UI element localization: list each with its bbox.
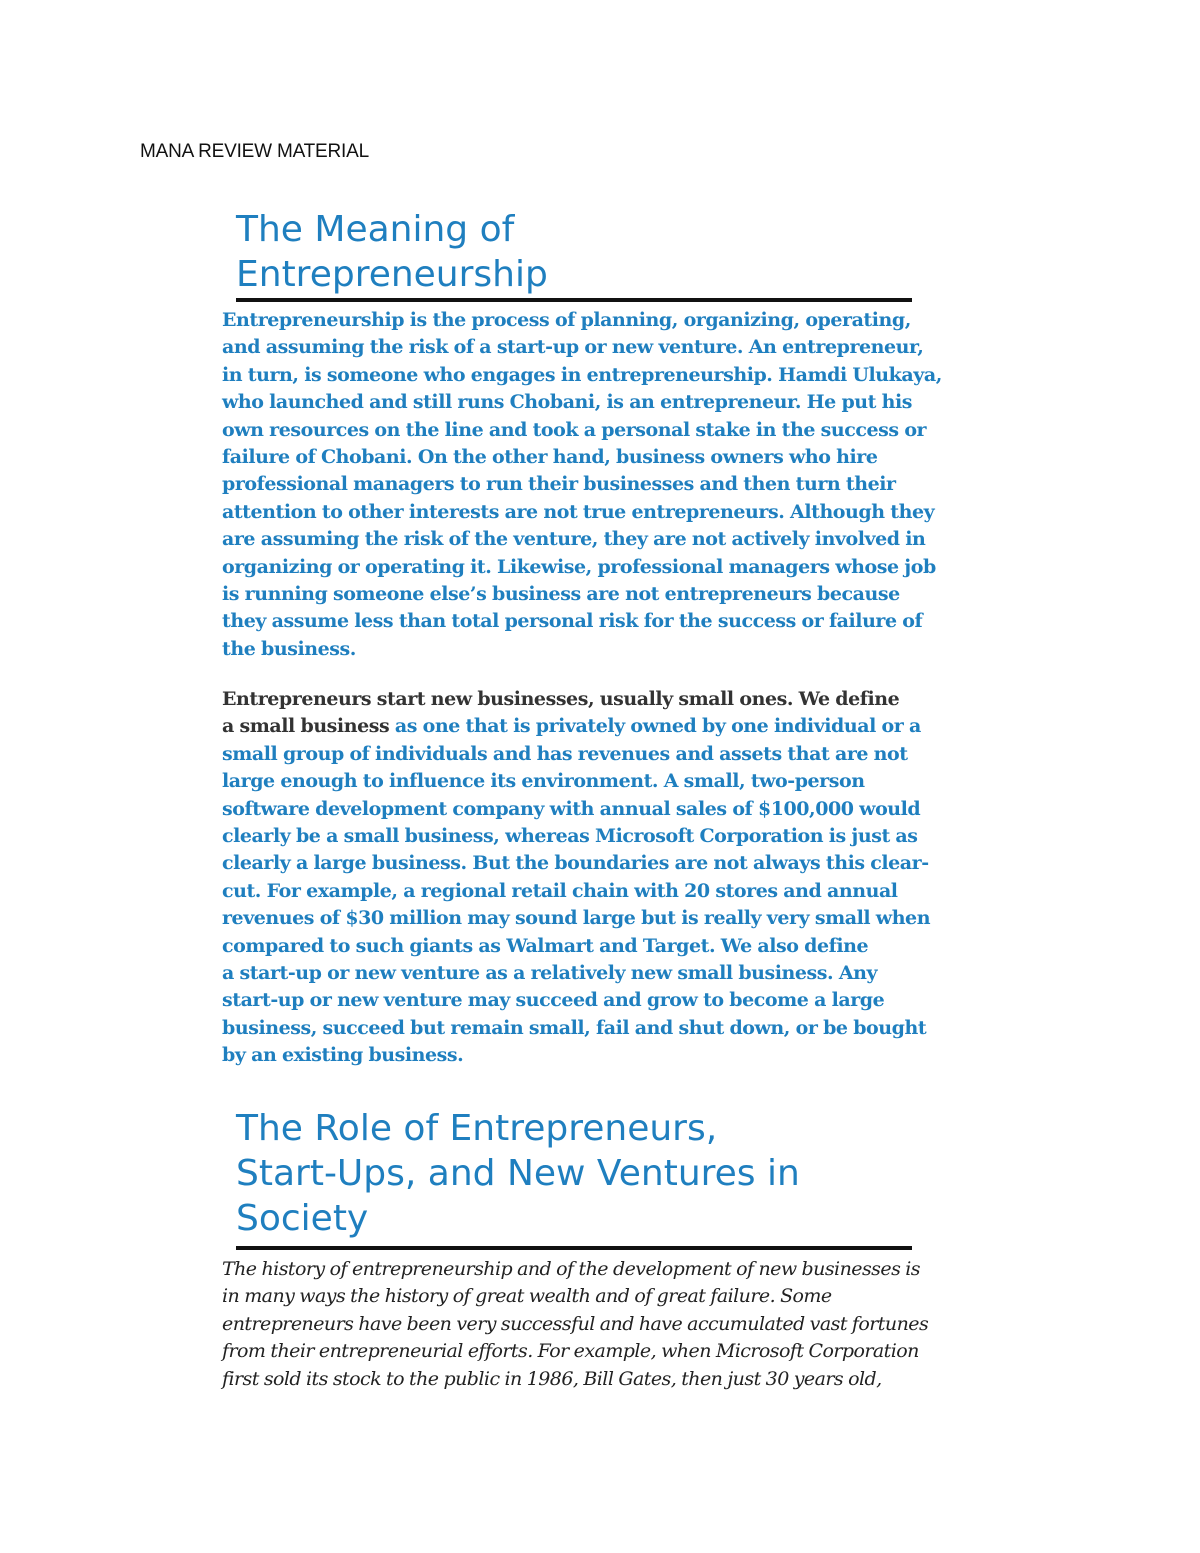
paragraph-line: a start-up or new venture as a relatively new small business. Any	[222, 962, 878, 985]
paragraph-line: attention to other interests are not true entrepreneurs. Although they	[222, 500, 935, 523]
heading-underline	[236, 298, 912, 302]
paragraph-line: small group of individuals and has revenues and assets that are not	[222, 742, 908, 765]
paragraph-line: are assuming the risk of the venture, they are not actively involved in	[222, 528, 926, 551]
paragraph-line: clearly a large business. But the boundaries are not always this clear-	[222, 852, 929, 875]
paragraph-line: compared to such giants as Walmart and Target. We also define	[222, 934, 869, 957]
heading-line: The Meaning of	[236, 209, 515, 250]
paragraph-line: revenues of $30 million may sound large but is really very small when	[222, 907, 931, 930]
paragraph-line	[222, 713, 982, 740]
paragraph-line: organizing or operating it. Likewise, professional managers whose job	[222, 555, 936, 578]
heading-line: Start-Ups, and New Ventures in	[236, 1153, 800, 1194]
paragraph-line: is running someone else’s business are not entrepreneurs because	[222, 583, 900, 606]
section-heading-role	[236, 1106, 800, 1241]
paragraph-line: clearly be a small business, whereas Microsoft Corporation is just as	[222, 825, 918, 848]
paragraph-line: software development company with annual sales of $100,000 would	[222, 797, 921, 820]
paragraph-line: own resources on the line and took a personal stake in the success or	[222, 418, 927, 441]
paragraph-line: in turn, is someone who engages in entrepreneurship. Hamdi Ulukaya,	[222, 363, 942, 386]
document-header: MANA REVIEW MATERIAL	[140, 141, 369, 162]
paragraph-line: Entrepreneurship is the process of planning, organizing, operating,	[222, 309, 911, 331]
paragraph-line: Entrepreneurs start new businesses, usually small ones. We define	[222, 688, 900, 710]
heading-line: Society	[236, 1198, 369, 1239]
paragraph-text: as one that is privately owned by one individual or a	[389, 715, 921, 738]
term-small-business: a small business	[222, 715, 390, 738]
heading-underline	[236, 1246, 912, 1250]
paragraph-line: by an existing business.	[222, 1044, 464, 1067]
paragraph-line: cut. For example, a regional retail chain with 20 stores and annual	[222, 879, 898, 902]
paragraph-line: first sold its stock to the public in 1986, Bill Gates, then just 30 years old,	[222, 1367, 882, 1390]
paragraph-line: large enough to influence its environment. A small, two-person	[222, 770, 865, 793]
section-heading-meaning	[236, 207, 548, 297]
paragraph-line: entrepreneurs have been very successful and have accumulated vast fortunes	[222, 1312, 929, 1335]
paragraph-line: failure of Chobani. On the other hand, business owners who hire	[222, 446, 878, 469]
paragraph-line: business, succeed but remain small, fail and shut down, or be bought	[222, 1016, 927, 1039]
paragraph-line: start-up or new venture may succeed and grow to become a large	[222, 989, 885, 1012]
paragraph-line: from their entrepreneurial efforts. For example, when Microsoft Corporation	[222, 1340, 919, 1363]
paragraph-line: the business.	[222, 637, 356, 660]
heading-line: Entrepreneurship	[236, 254, 548, 295]
paragraph-line: they assume less than total personal risk for the success or failure of	[222, 610, 923, 633]
paragraph-line: who launched and still runs Chobani, is an entrepreneur. He put his	[222, 391, 913, 414]
heading-line: The Role of Entrepreneurs,	[236, 1108, 718, 1149]
paragraph-history	[222, 1256, 982, 1393]
paragraph-line: and assuming the risk of a start-up or new venture. An entrepreneur,	[222, 336, 924, 359]
paragraph-definition	[222, 307, 982, 663]
paragraph-line: in many ways the history of great wealth and of great failure. Some	[222, 1285, 832, 1308]
paragraph-line: The history of entrepreneurship and of the development of new businesses is	[222, 1258, 920, 1280]
paragraph-line: professional managers to run their businesses and then turn their	[222, 473, 896, 496]
paragraph-small-business	[222, 686, 982, 1070]
